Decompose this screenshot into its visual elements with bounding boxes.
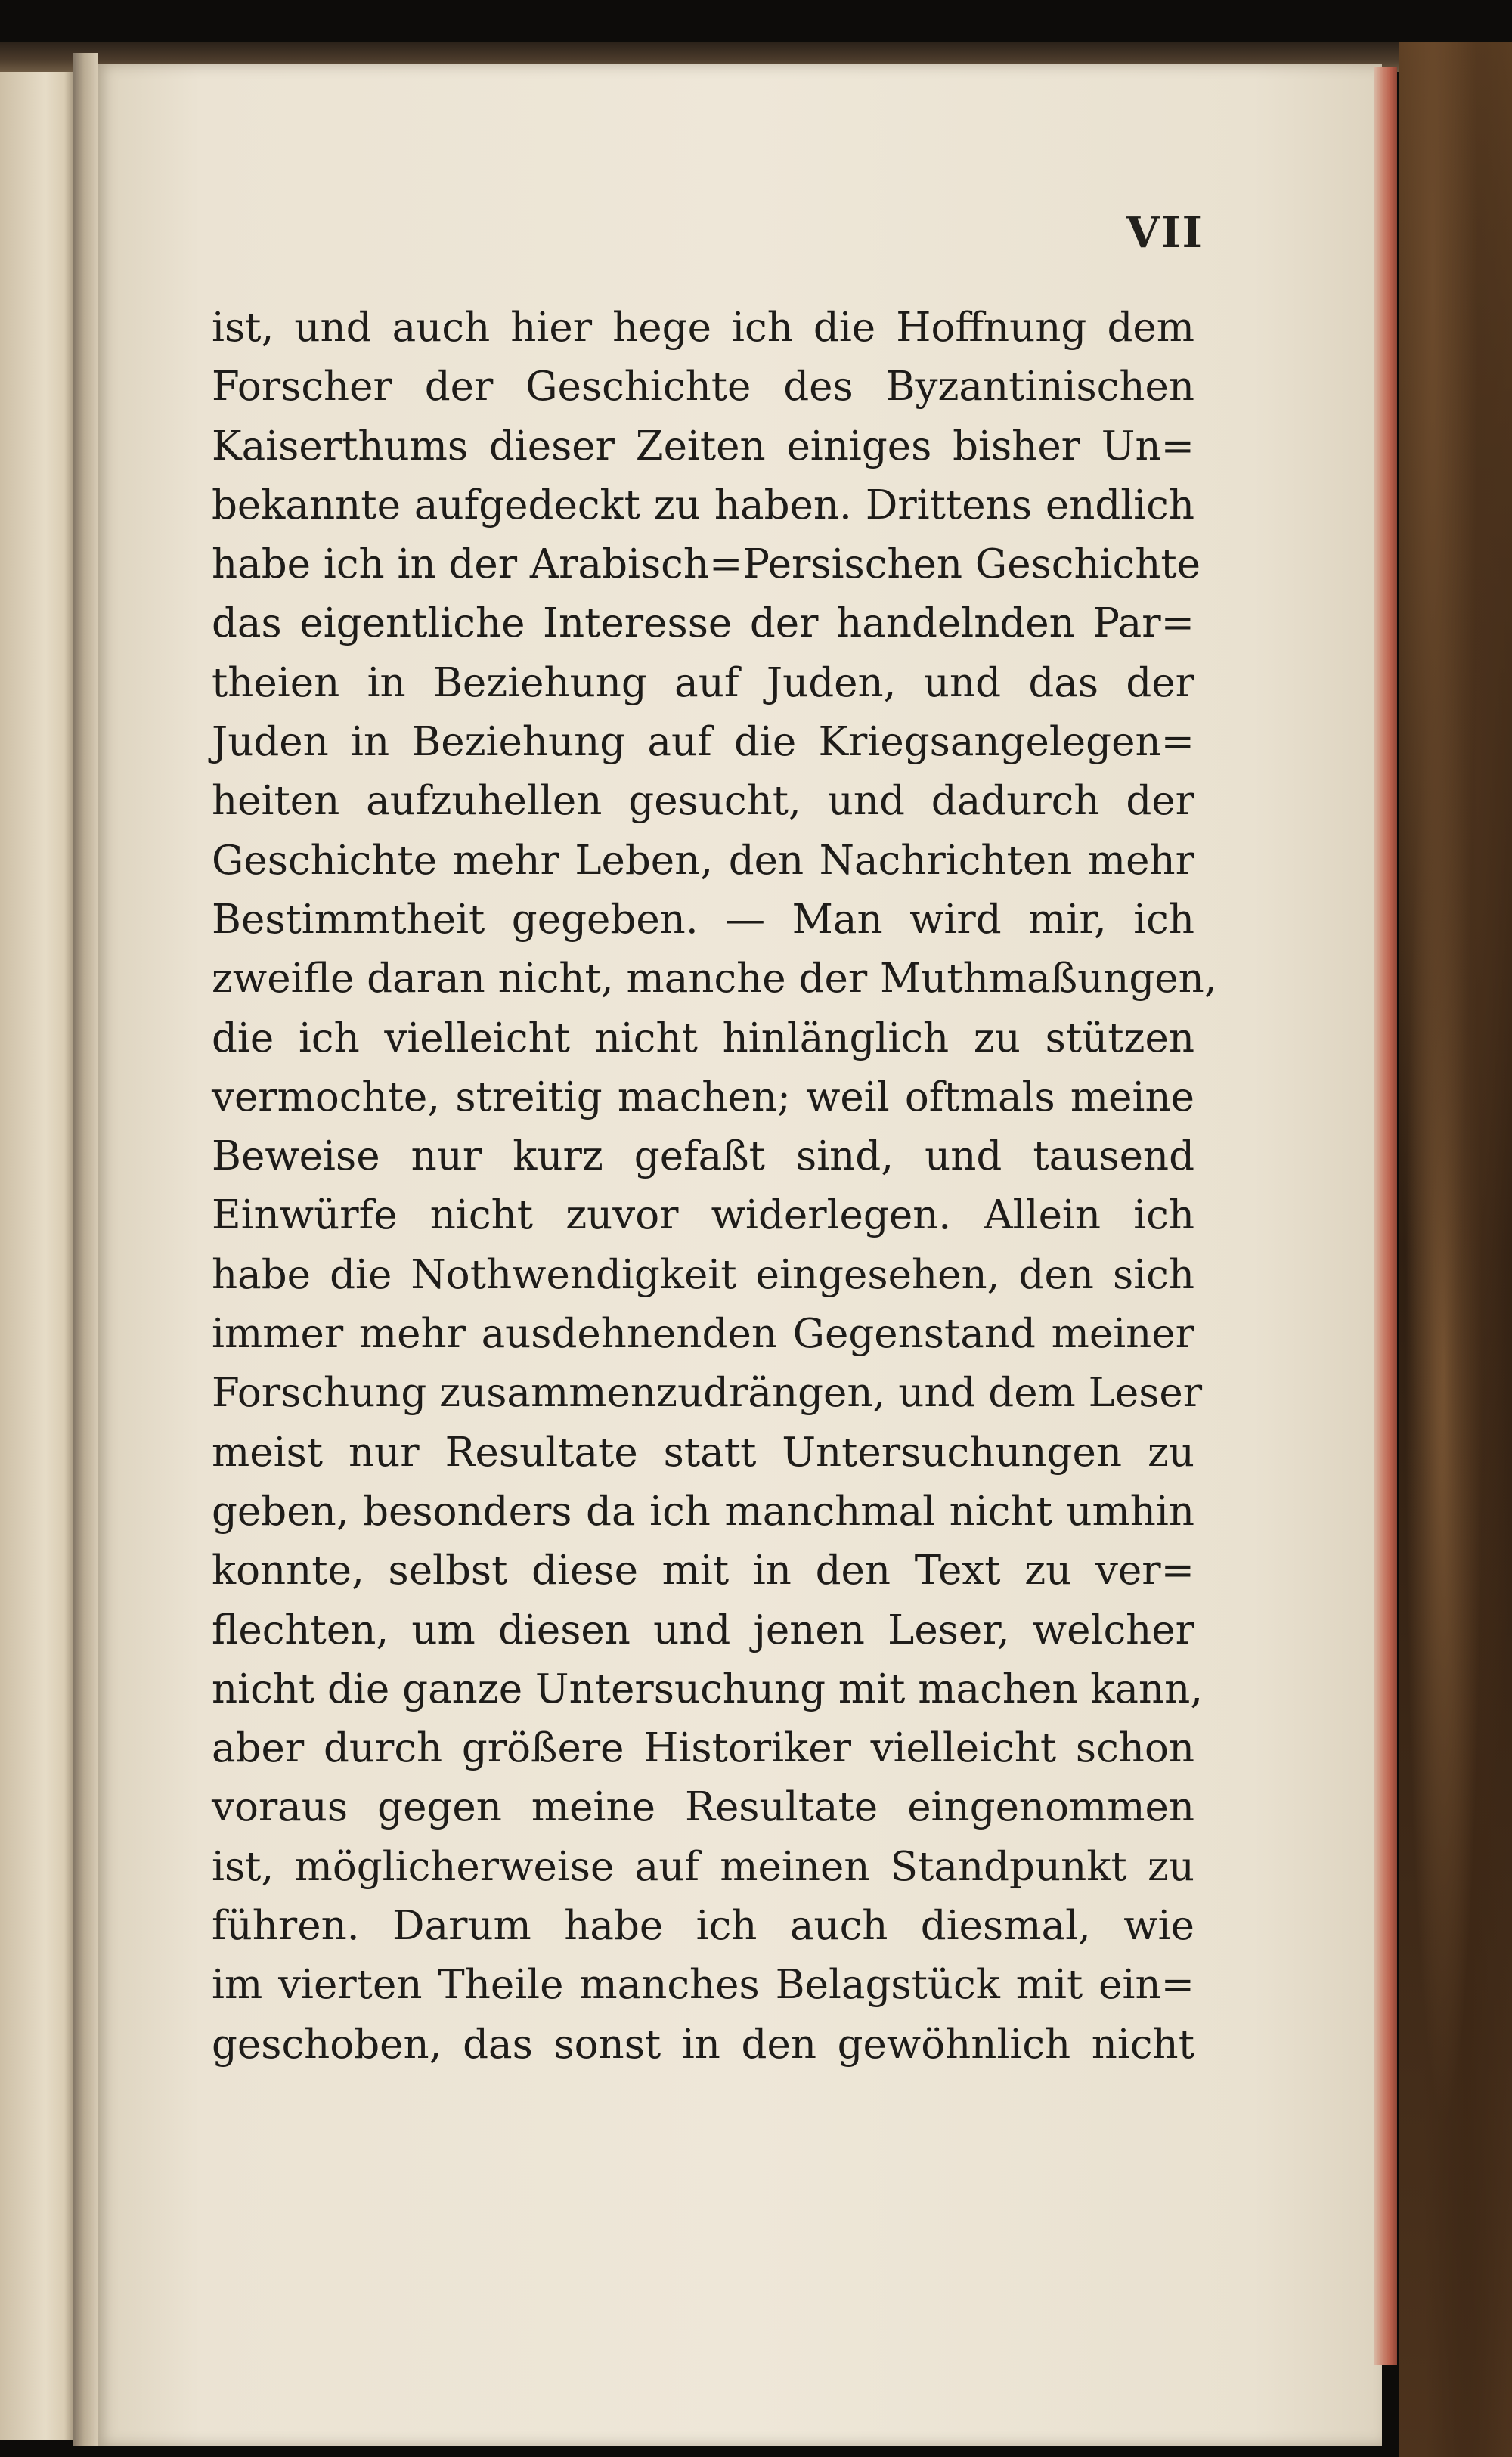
text-line: vermochte, streitig machen; weil oftmals meine <box>212 1074 1194 1120</box>
text-line: ist, möglicherweise auf meinen Standpunkt zu <box>212 1843 1194 1890</box>
text-line: heiten aufzuhellen gesucht, und dadurch der <box>212 778 1194 825</box>
text-line: im vierten Theile manches Belagstück mit ein= <box>212 1962 1194 2009</box>
text-line: ist, und auch hier hege ich die Hoffnung dem <box>212 305 1194 351</box>
text-line: Geschichte mehr Leben, den Nachrichten mehr <box>212 837 1194 884</box>
text-line: nicht die ganze Untersuchung mit machen kann, <box>212 1665 1204 1712</box>
text-line: meist nur Resultate statt Untersuchungen zu <box>212 1429 1194 1476</box>
text-line: Beweise nur kurz gefaßt sind, und tausend <box>212 1133 1194 1180</box>
page-number: VII <box>1126 208 1204 258</box>
text-line: aber durch größere Historiker vielleicht schon <box>212 1725 1194 1772</box>
text-line: Forscher der Geschichte des Byzantinischen <box>212 364 1194 411</box>
body-text <box>212 299 1217 2074</box>
text-line: flechten, um diesen und jenen Leser, welcher <box>212 1606 1194 1653</box>
leather-binding <box>1399 42 1512 2457</box>
text-line: die ich vielleicht nicht hinlänglich zu stützen <box>212 1015 1194 1061</box>
text-line: geben, besonders da ich manchmal nicht umhin <box>212 1488 1194 1535</box>
text-line: geschoben, das sonst in den gewöhnlich nicht <box>212 2021 1194 2068</box>
text-line: Juden in Beziehung auf die Kriegsangelegen= <box>212 719 1194 766</box>
book-gutter <box>73 53 98 2446</box>
text-line: immer mehr ausdehnenden Gegenstand meiner <box>212 1311 1194 1358</box>
text-line: bekannte aufgedeckt zu haben. Drittens endlich <box>212 482 1194 528</box>
text-line: Bestimmtheit gegeben. — Man wird mir, ich <box>212 896 1194 943</box>
text-line: das eigentliche Interesse der handelnden Par= <box>212 600 1194 647</box>
text-line: konnte, selbst diese mit in den Text zu ver= <box>212 1548 1194 1594</box>
text-line: Einwürfe nicht zuvor widerlegen. Allein ich <box>212 1192 1194 1239</box>
text-line: Forschung zusammenzudrängen, und dem Leser <box>212 1370 1203 1417</box>
red-page-edge <box>1374 67 1397 2365</box>
text-line: theien in Beziehung auf Juden, und das der <box>212 659 1194 706</box>
text-line: führen. Darum habe ich auch diesmal, wie <box>212 1903 1194 1950</box>
text-line: voraus gegen meine Resultate eingenommen <box>212 1784 1194 1831</box>
text-line: zweifle daran nicht, manche der Muthmaßungen, <box>212 956 1217 1002</box>
facing-page-edge <box>0 59 76 2440</box>
text-line: habe die Nothwendigkeit eingesehen, den sich <box>212 1251 1194 1298</box>
text-line: habe ich in der Arabisch=Persischen Geschichte <box>212 541 1201 588</box>
text-line: Kaiserthums dieser Zeiten einiges bisher Un= <box>212 423 1194 469</box>
